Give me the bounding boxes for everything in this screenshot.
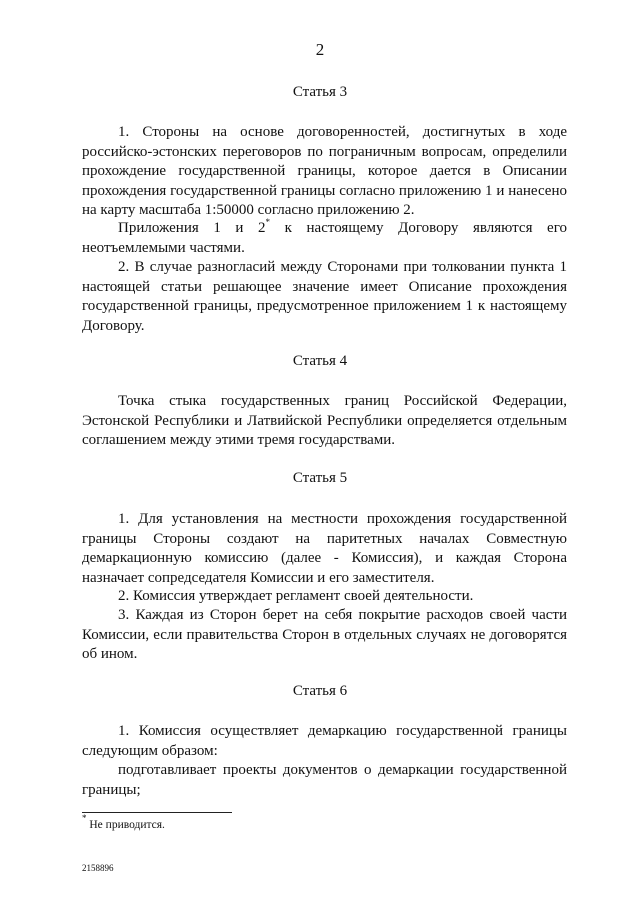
article-3-heading: Статья 3 [292,84,348,100]
article-4-paragraph: Точка стыка государственных границ Российской Федерации, Эстонской Республики и Латвийской Республики определяется отдельным соглашением между этими тремя государствами. [82,393,567,448]
footnote [82,813,165,831]
footnote-marker: * [82,813,87,823]
footnote-reference-marker: * [265,217,271,227]
document-id: 2158896 [82,863,114,873]
annexes-text-after: к настоящему Договору являются его неотъемлемыми частями. [82,220,567,256]
article-6-paragraph-2: подготавливает проекты документов о демаркации государственной границы; [82,762,567,798]
article-5-paragraph-2: 2. Комиссия утверждает регламент своей деятельности. [118,588,474,604]
article-5-paragraph-3: 3. Каждая из Сторон берет на себя покрытие расходов своей части Комиссии, если правительства Сторон в отдельных случаях не договорятся об ином. [82,607,567,662]
article-3-paragraph-1: 1. Стороны на основе договоренностей, достигнутых в ходе российско-эстонских переговоров по пограничным вопросам, определили прохождение государственной границы, которое дается в Описании прохождения государственной границы согласно приложению 1 и нанесено на карту масштаба 1:50000 согласно приложению 2. [82,124,567,218]
article-5-paragraph-1: 1. Для установления на местности прохождения государственной границы Стороны создают на паритетных началах Совместную демаркационную комиссию (далее - Комиссия), и каждая Сторона назначает сопредседателя Комиссии и его заместителя. [82,511,567,586]
article-6-heading: Статья 6 [292,683,348,699]
footnote-separator [82,812,232,813]
annexes-text-before: Приложения 1 и 2 [118,220,266,236]
article-3-paragraph-annexes [82,219,567,258]
article-5-heading: Статья 5 [292,470,348,486]
article-6-paragraph-1: 1. Комиссия осуществляет демаркацию государственной границы следующим образом: [82,723,567,759]
article-3-paragraph-2: 2. В случае разногласий между Сторонами при толковании пункта 1 настоящей статьи решающее значение имеет Описание прохождения государственной границы, предусмотренное приложением 1 к настоящему Договору. [82,259,567,334]
article-4-heading: Статья 4 [292,353,348,369]
page-number: 2 [315,40,325,59]
footnote-text: Не приводится. [86,819,165,831]
